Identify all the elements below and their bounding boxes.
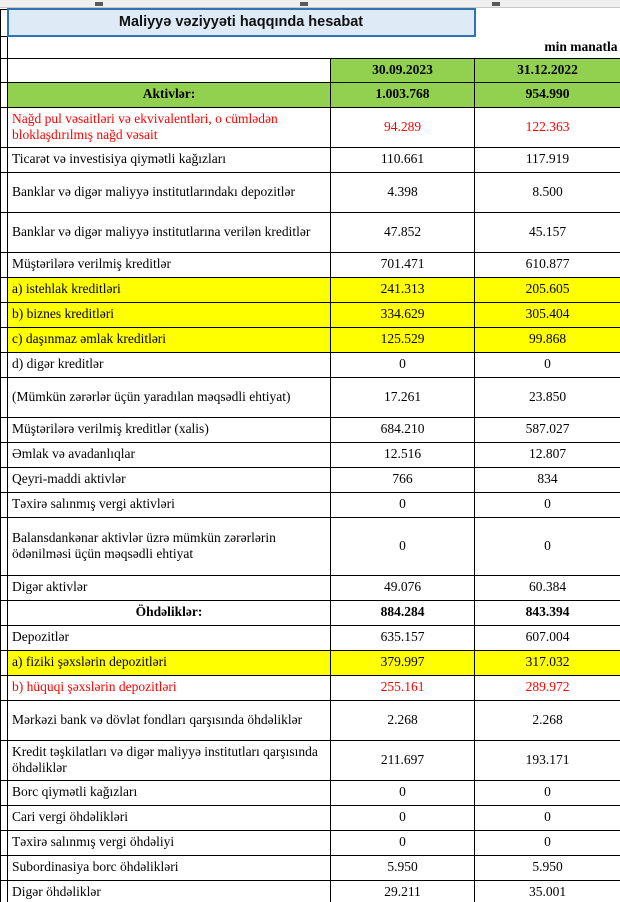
row-gutter — [1, 740, 8, 780]
table-row — [1, 492, 620, 517]
table-row — [1, 417, 620, 442]
column-header-period-1[interactable]: 30.09.2023 — [331, 58, 475, 82]
row-label[interactable]: b) biznes kreditləri — [8, 302, 331, 327]
row-value-2[interactable]: 843.394 — [475, 600, 620, 625]
row-value-2[interactable]: 45.157 — [475, 212, 620, 252]
row-label[interactable]: Banklar və digər maliyyə institutlarındakı depozitlər — [8, 172, 331, 212]
row-value-1[interactable]: 4.398 — [331, 172, 475, 212]
row-label[interactable]: Mərkəzi bank və dövlət fondları qarşısında öhdəliklər — [8, 700, 331, 740]
row-value-1[interactable]: 211.697 — [331, 740, 475, 780]
row-value-2[interactable]: 0 — [475, 780, 620, 805]
row-value-2[interactable]: 317.032 — [475, 650, 620, 675]
column-header-period-2[interactable]: 31.12.2022 — [475, 58, 620, 82]
row-value-2[interactable]: 607.004 — [475, 625, 620, 650]
row-gutter — [1, 377, 8, 417]
row-value-2[interactable]: 2.268 — [475, 700, 620, 740]
table-row — [1, 352, 620, 377]
row-value-1[interactable]: 17.261 — [331, 377, 475, 417]
table-row — [1, 625, 620, 650]
row-label[interactable]: Balansdankənar aktivlər üzrə mümkün zərərlərin ödənilməsi üçün məqsədli ehtiyat — [8, 517, 331, 575]
row-label[interactable]: Depozitlər — [8, 625, 331, 650]
table-row — [1, 467, 620, 492]
row-label[interactable]: c) daşınmaz əmlak kreditləri — [8, 327, 331, 352]
row-label[interactable]: Aktivlər: — [8, 82, 331, 107]
row-label[interactable]: Banklar və digər maliyyə institutlarına verilən kreditlər — [8, 212, 331, 252]
row-gutter — [1, 172, 8, 212]
row-value-1[interactable]: 5.950 — [331, 855, 475, 880]
row-label[interactable]: Təxirə salınmış vergi öhdəliyi — [8, 830, 331, 855]
table-row — [1, 327, 620, 352]
table-row — [1, 302, 620, 327]
table-row — [1, 107, 620, 147]
row-value-1[interactable]: 635.157 — [331, 625, 475, 650]
row-value-2[interactable]: 0 — [475, 517, 620, 575]
row-label[interactable]: Nağd pul vəsaitləri və ekvivalentləri, o cümlədən bloklaşdırılmış nağd vəsait — [8, 107, 331, 147]
row-value-1[interactable]: 47.852 — [331, 212, 475, 252]
row-value-2[interactable]: 8.500 — [475, 172, 620, 212]
row-gutter — [1, 467, 8, 492]
row-value-2[interactable]: 0 — [475, 492, 620, 517]
column-header-row — [1, 58, 620, 82]
row-value-1[interactable]: 0 — [331, 780, 475, 805]
title-row — [1, 9, 620, 36]
title-spacer — [475, 9, 620, 36]
row-value-2[interactable]: 0 — [475, 805, 620, 830]
row-label[interactable]: Təxirə salınmış vergi aktivləri — [8, 492, 331, 517]
row-label[interactable]: Ticarət və investisiya qiymətli kağızları — [8, 147, 331, 172]
table-row — [1, 517, 620, 575]
row-value-2[interactable]: 35.001 — [475, 880, 620, 902]
row-value-1[interactable]: 29.211 — [331, 880, 475, 902]
row-value-1[interactable]: 110.661 — [331, 147, 475, 172]
table-row — [1, 600, 620, 625]
row-gutter — [1, 700, 8, 740]
table-row — [1, 855, 620, 880]
row-label[interactable]: Müştərilərə verilmiş kreditlər (xalis) — [8, 417, 331, 442]
row-value-2[interactable]: 122.363 — [475, 107, 620, 147]
row-label[interactable]: Cari vergi öhdəlikləri — [8, 805, 331, 830]
table-row — [1, 147, 620, 172]
row-value-1[interactable]: 0 — [331, 352, 475, 377]
row-value-1[interactable]: 12.516 — [331, 442, 475, 467]
row-gutter — [1, 600, 8, 625]
row-label[interactable]: Digər aktivlər — [8, 575, 331, 600]
row-gutter — [1, 830, 8, 855]
row-gutter — [1, 352, 8, 377]
row-value-1[interactable]: 0 — [331, 517, 475, 575]
row-value-1[interactable]: 0 — [331, 492, 475, 517]
row-gutter — [1, 58, 8, 82]
row-value-1[interactable]: 684.210 — [331, 417, 475, 442]
table-row — [1, 442, 620, 467]
row-label[interactable]: a) istehlak kreditləri — [8, 277, 331, 302]
header-glyph-fragment — [300, 2, 308, 6]
row-gutter — [1, 147, 8, 172]
row-label[interactable]: (Mümkün zərərlər üçün yaradılan məqsədli ehtiyat) — [8, 377, 331, 417]
row-gutter — [1, 442, 8, 467]
row-value-1[interactable]: 334.629 — [331, 302, 475, 327]
row-gutter — [1, 625, 8, 650]
row-label[interactable]: Əmlak və avadanlıqlar — [8, 442, 331, 467]
row-label[interactable]: Subordinasiya borc öhdəlikləri — [8, 855, 331, 880]
table-row — [1, 675, 620, 700]
row-gutter — [1, 417, 8, 442]
report-title: Maliyyə vəziyyəti haqqında hesabat — [8, 9, 475, 36]
row-value-1[interactable]: 0 — [331, 805, 475, 830]
table-row — [1, 650, 620, 675]
table-row — [1, 172, 620, 212]
row-value-1[interactable]: 379.997 — [331, 650, 475, 675]
row-gutter — [1, 327, 8, 352]
row-label[interactable]: Qeyri-maddi aktivlər — [8, 467, 331, 492]
table-row — [1, 805, 620, 830]
row-gutter — [1, 252, 8, 277]
row-value-2[interactable]: 610.877 — [475, 252, 620, 277]
row-label[interactable]: Kredit təşkilatları və digər maliyyə institutları qarşısında öhdəliklər — [8, 740, 331, 780]
row-value-2[interactable]: 193.171 — [475, 740, 620, 780]
unit-note-row — [1, 36, 620, 58]
row-gutter — [1, 805, 8, 830]
financial-statement-table — [0, 8, 620, 902]
row-value-1[interactable]: 0 — [331, 830, 475, 855]
table-row — [1, 700, 620, 740]
row-value-1[interactable]: 125.529 — [331, 327, 475, 352]
row-value-2[interactable]: 0 — [475, 830, 620, 855]
table-row — [1, 252, 620, 277]
row-value-2[interactable]: 305.404 — [475, 302, 620, 327]
row-value-1[interactable]: 94.289 — [331, 107, 475, 147]
row-gutter — [1, 107, 8, 147]
row-label[interactable]: Müştərilərə verilmiş kreditlər — [8, 252, 331, 277]
table-body — [1, 9, 620, 902]
column-header-empty[interactable] — [8, 58, 331, 82]
row-value-2[interactable]: 205.605 — [475, 277, 620, 302]
row-label[interactable]: Digər öhdəliklər — [8, 880, 331, 902]
row-value-1[interactable]: 241.313 — [331, 277, 475, 302]
table-row — [1, 277, 620, 302]
row-value-2[interactable]: 12.807 — [475, 442, 620, 467]
row-label[interactable]: Öhdəliklər: — [8, 600, 331, 625]
row-value-1[interactable]: 1.003.768 — [331, 82, 475, 107]
row-value-2[interactable]: 0 — [475, 352, 620, 377]
row-value-2[interactable]: 60.384 — [475, 575, 620, 600]
row-gutter — [1, 675, 8, 700]
row-value-1[interactable]: 49.076 — [331, 575, 475, 600]
row-gutter — [1, 277, 8, 302]
row-label[interactable]: d) digər kreditlər — [8, 352, 331, 377]
table-row — [1, 82, 620, 107]
table-row — [1, 740, 620, 780]
unit-spacer — [8, 36, 475, 58]
row-gutter — [1, 82, 8, 107]
row-gutter — [1, 302, 8, 327]
row-gutter — [1, 575, 8, 600]
row-label[interactable]: a) fiziki şəxslərin depozitləri — [8, 650, 331, 675]
row-value-2[interactable]: 23.850 — [475, 377, 620, 417]
row-gutter — [1, 212, 8, 252]
row-value-2[interactable]: 117.919 — [475, 147, 620, 172]
row-label[interactable]: b) hüquqi şəxslərin depozitləri — [8, 675, 331, 700]
row-value-1[interactable]: 2.268 — [331, 700, 475, 740]
table-row — [1, 830, 620, 855]
row-gutter — [1, 780, 8, 805]
row-value-2[interactable]: 99.868 — [475, 327, 620, 352]
row-gutter — [1, 492, 8, 517]
row-value-2[interactable]: 587.027 — [475, 417, 620, 442]
table-row — [1, 880, 620, 902]
row-value-1[interactable]: 255.161 — [331, 675, 475, 700]
table-row — [1, 212, 620, 252]
row-gutter — [1, 880, 8, 902]
row-value-1[interactable]: 884.284 — [331, 600, 475, 625]
row-value-2[interactable]: 834 — [475, 467, 620, 492]
cropped-column-header-strip — [0, 0, 620, 8]
row-value-1[interactable]: 766 — [331, 467, 475, 492]
row-value-2[interactable]: 954.990 — [475, 82, 620, 107]
row-gutter — [1, 9, 8, 36]
row-label[interactable]: Borc qiymətli kağızları — [8, 780, 331, 805]
row-gutter — [1, 517, 8, 575]
header-glyph-fragment — [95, 2, 103, 6]
row-value-2[interactable]: 289.972 — [475, 675, 620, 700]
table-row — [1, 377, 620, 417]
table-row — [1, 780, 620, 805]
row-gutter — [1, 36, 8, 58]
table-row — [1, 575, 620, 600]
header-glyph-fragment — [492, 2, 500, 6]
row-value-2[interactable]: 5.950 — [475, 855, 620, 880]
row-gutter — [1, 650, 8, 675]
unit-note: min manatla — [544, 38, 618, 54]
row-value-1[interactable]: 701.471 — [331, 252, 475, 277]
row-gutter — [1, 855, 8, 880]
